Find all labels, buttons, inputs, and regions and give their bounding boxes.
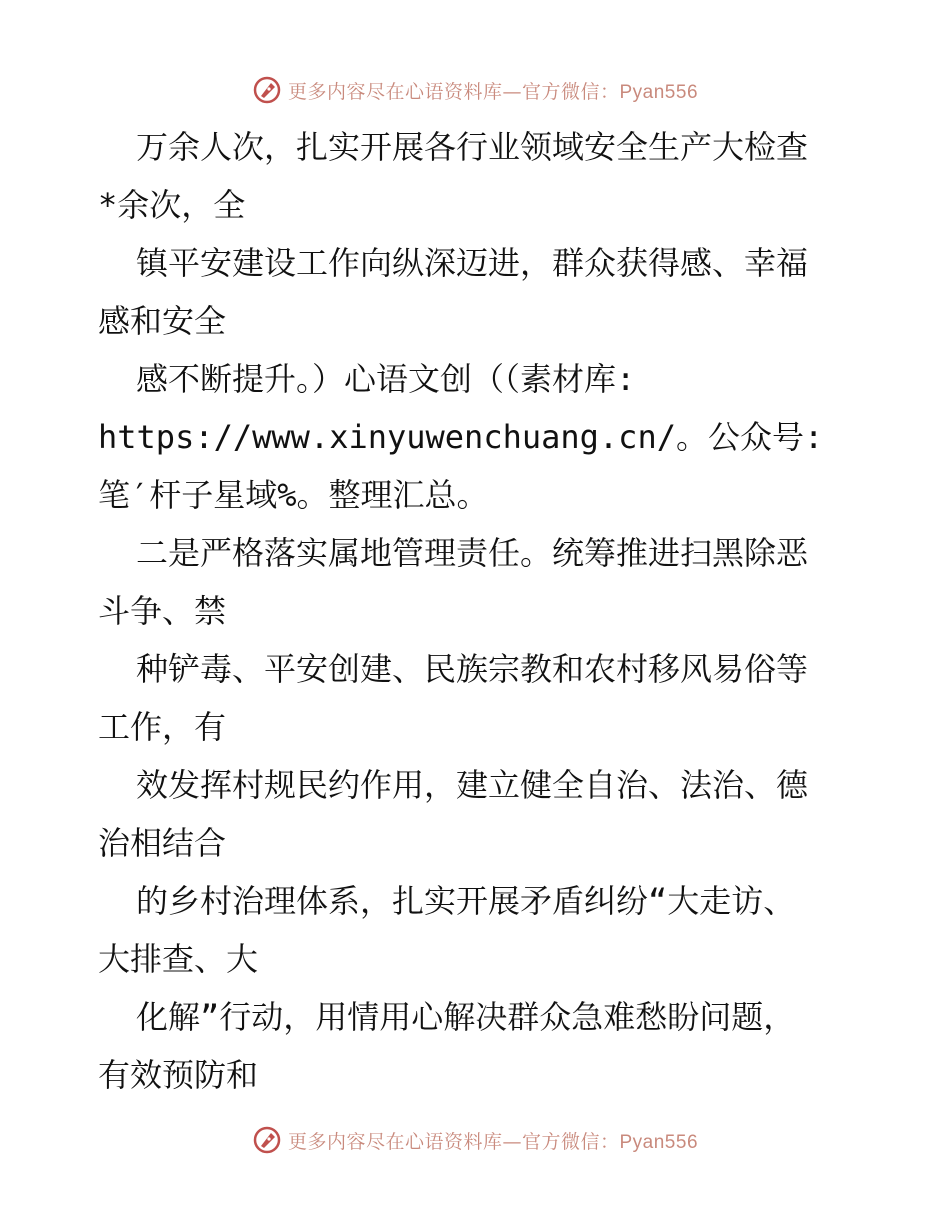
text-line: 有效预防和 bbox=[98, 1056, 259, 1094]
text-line: 感和安全 bbox=[98, 302, 227, 340]
pen-nib-logo-icon bbox=[252, 1125, 282, 1155]
text-line: 化解”行动，用情用心解决群众急难愁盼问题， bbox=[136, 998, 796, 1036]
text-line: 治相结合 bbox=[98, 824, 227, 862]
text-line: 种铲毒、平安创建、民族宗教和农村移风易俗等 bbox=[136, 650, 809, 688]
text-line: 工作，有 bbox=[98, 708, 227, 746]
text-line: 的乡村治理体系，扎实开展矛盾纠纷“大走访、 bbox=[136, 882, 796, 920]
text-line: *余次，全 bbox=[98, 186, 246, 224]
text-line: 大排查、大 bbox=[98, 940, 259, 978]
text-line: 镇平安建设工作向纵深迈进，群众获得感、幸福 bbox=[136, 244, 809, 282]
watermark-text: 更多内容尽在心语资料库—官方微信：Pyan556 bbox=[287, 1130, 699, 1153]
text-line: 笔′杆子星域%。整理汇总。 bbox=[98, 476, 489, 514]
text-line: 效发挥村规民约作用，建立健全自治、法治、德 bbox=[136, 766, 809, 804]
text-line: https://www.xinyuwenchuang.cn/。公众号: bbox=[98, 418, 824, 456]
text-line: 二是严格落实属地管理责任。统筹推进扫黑除恶 bbox=[136, 534, 809, 572]
footer-watermark bbox=[0, 1120, 950, 1160]
header-watermark bbox=[0, 70, 950, 110]
document-body bbox=[98, 118, 858, 1104]
pen-nib-logo-icon bbox=[252, 75, 282, 105]
watermark-text: 更多内容尽在心语资料库—官方微信：Pyan556 bbox=[287, 80, 699, 103]
text-line: 万余人次，扎实开展各行业领域安全生产大检查 bbox=[136, 128, 809, 166]
text-line: 斗争、禁 bbox=[98, 592, 227, 630]
text-line: 感不断提升。）心语文创（（素材库: bbox=[136, 360, 636, 398]
